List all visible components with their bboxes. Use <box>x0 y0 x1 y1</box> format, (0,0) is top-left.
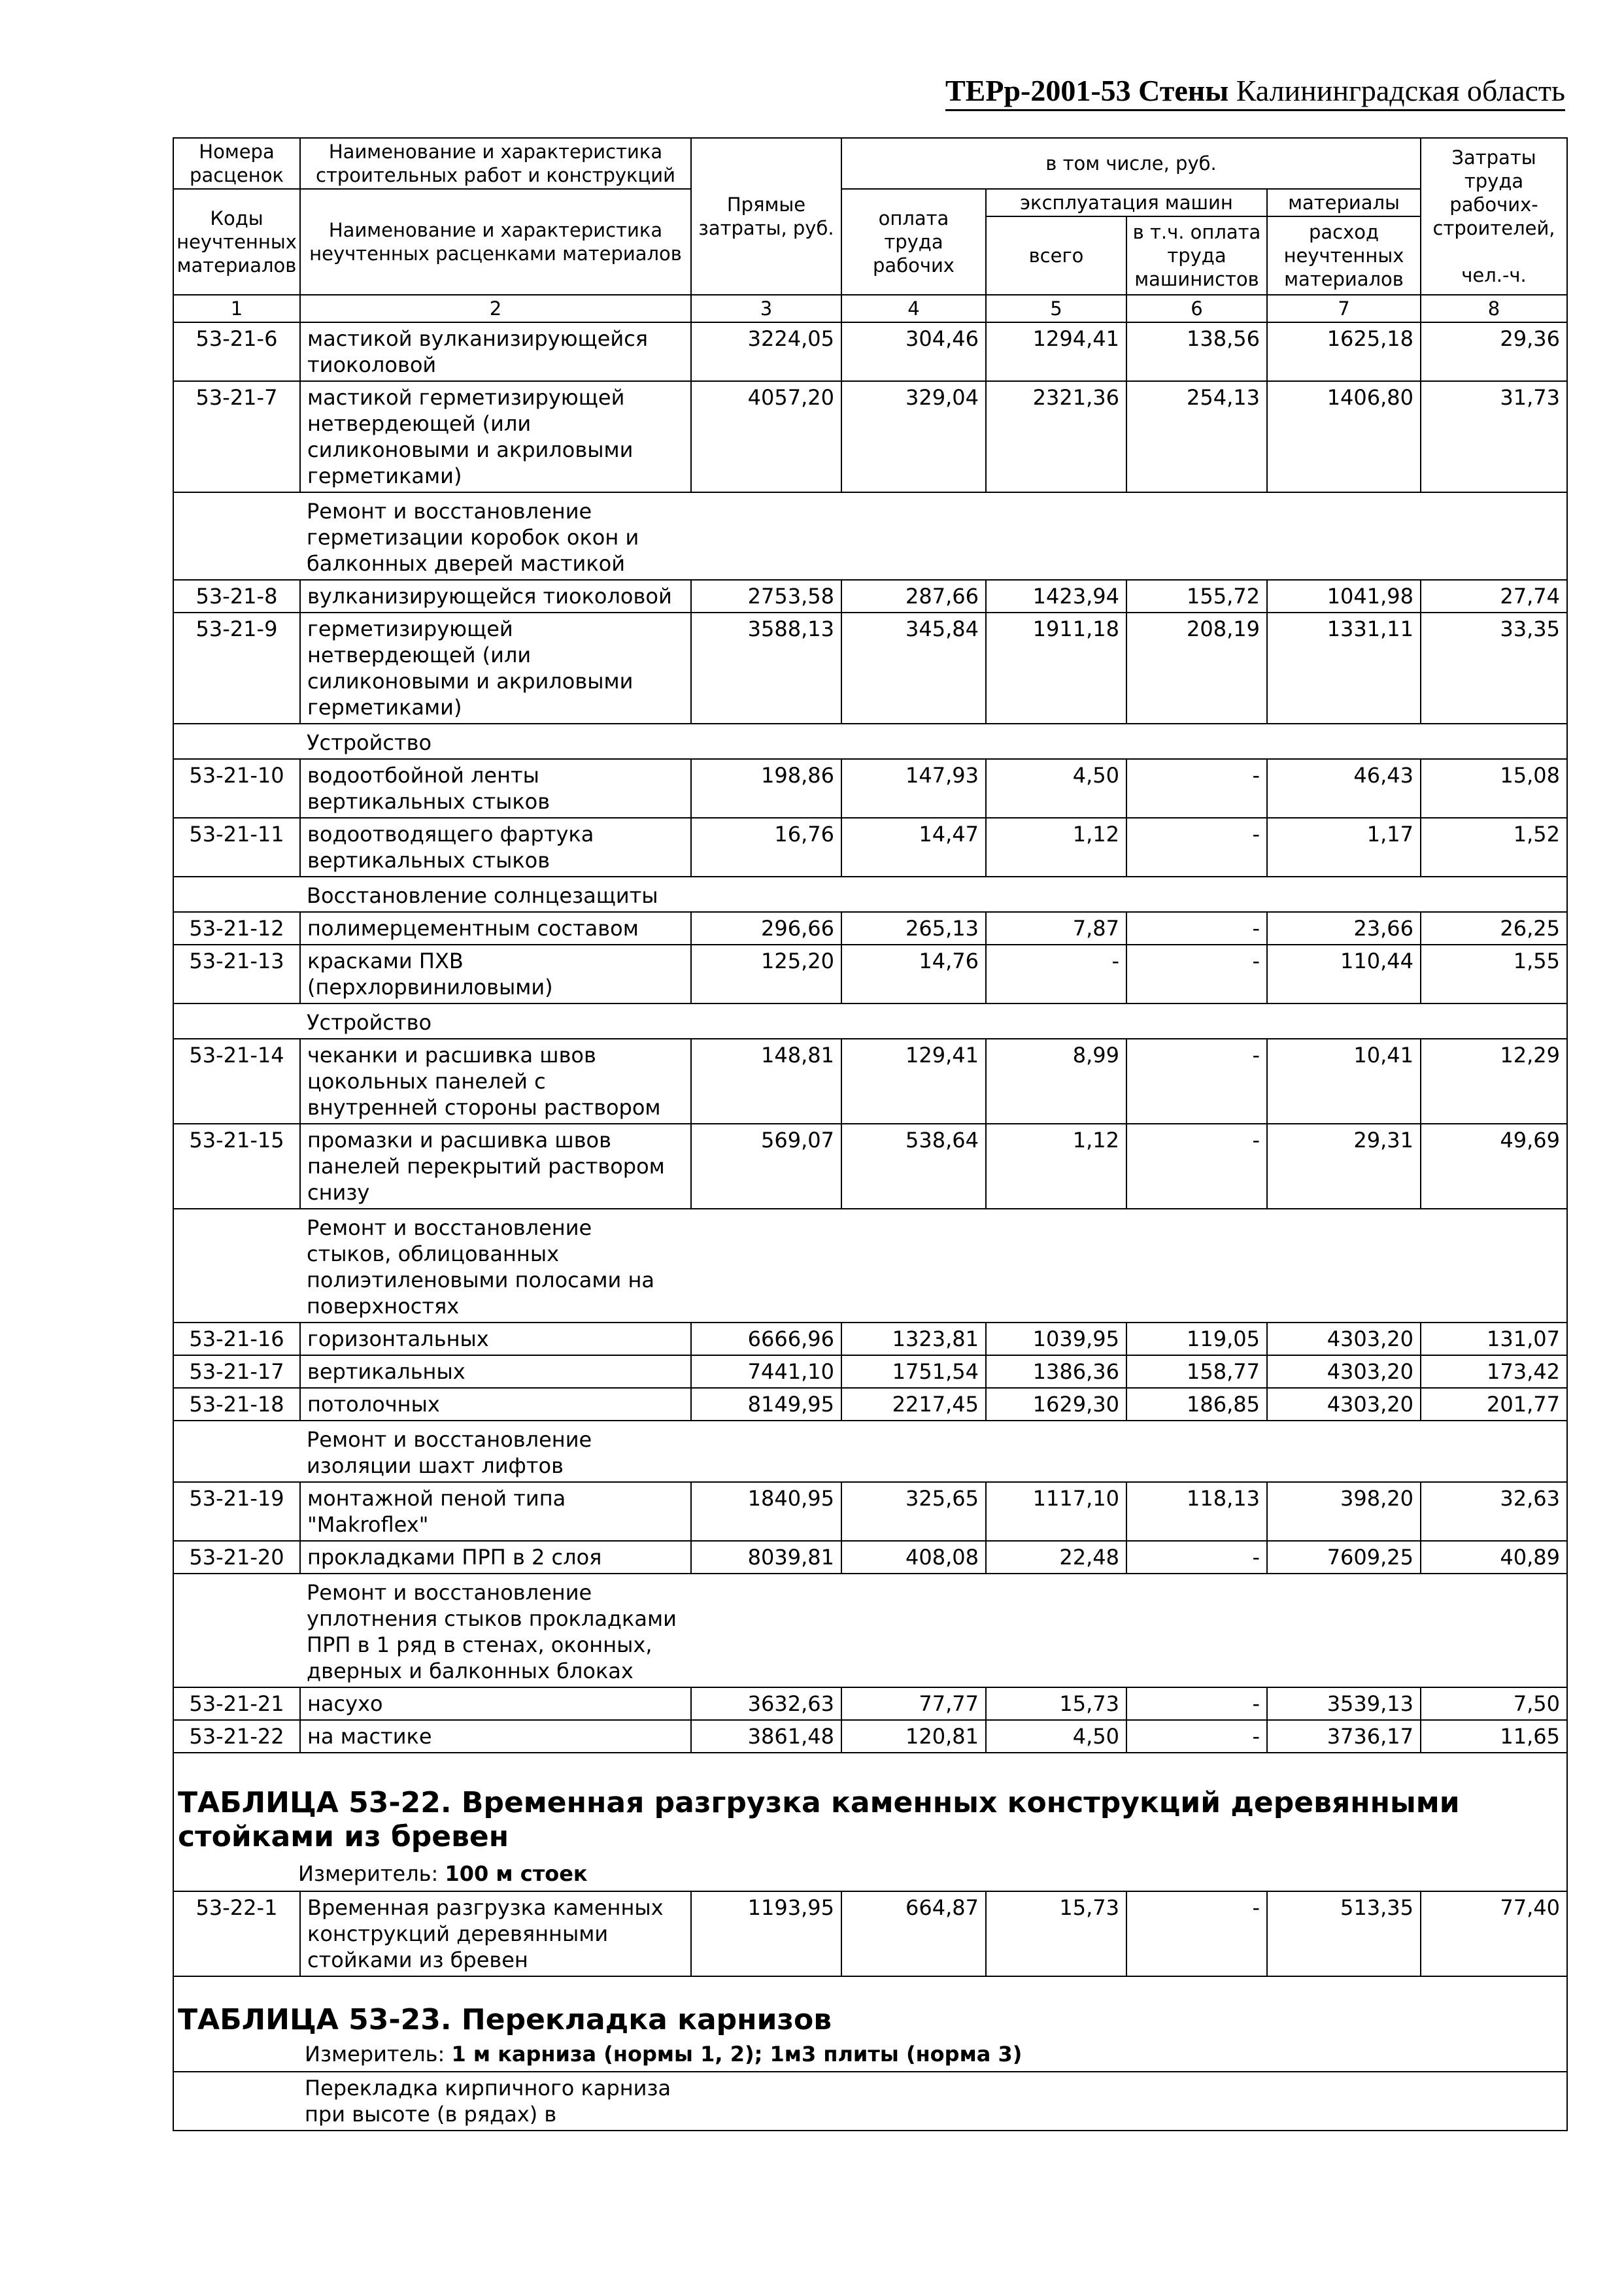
labor-hours: 27,74 <box>1421 580 1567 613</box>
section-row <box>173 1421 1567 1482</box>
rate-name: монтажной пеной типа "Makroflex" <box>300 1482 691 1541</box>
machines-total: - <box>986 945 1126 1004</box>
machinist-pay: - <box>1126 1687 1267 1720</box>
table-row <box>173 1891 1567 1976</box>
labor-hours: 40,89 <box>1421 1541 1567 1574</box>
labor-hours: 1,52 <box>1421 818 1567 877</box>
direct-costs: 3588,13 <box>691 613 841 724</box>
table-53-23-measure <box>173 2037 1567 2072</box>
rate-code: 53-22-1 <box>173 1891 300 1976</box>
machinist-pay: 118,13 <box>1126 1482 1267 1541</box>
worker-pay: 325,65 <box>841 1482 986 1541</box>
machinist-pay: 186,85 <box>1126 1388 1267 1421</box>
section-row <box>173 492 1567 580</box>
direct-costs: 148,81 <box>691 1039 841 1124</box>
materials: 1041,98 <box>1267 580 1421 613</box>
machinist-pay: - <box>1126 1124 1267 1209</box>
region-name: Калининградская область <box>1236 74 1565 107</box>
section-spacer <box>173 492 300 580</box>
measure-value: 100 м стоек <box>445 1861 588 1886</box>
table-row <box>173 818 1567 877</box>
worker-pay: 77,77 <box>841 1687 986 1720</box>
machinist-pay: - <box>1126 1541 1267 1574</box>
worker-pay: 1751,54 <box>841 1355 986 1388</box>
rate-code: 53-21-6 <box>173 322 300 381</box>
rate-name: вулканизирующейся тиоколовой <box>300 580 691 613</box>
section-heading: Устройство <box>300 1004 1567 1039</box>
labor-hours: 12,29 <box>1421 1039 1567 1124</box>
labor-hours: 33,35 <box>1421 613 1567 724</box>
labor-hours: 15,08 <box>1421 759 1567 818</box>
labor-hours: 49,69 <box>1421 1124 1567 1209</box>
worker-pay: 147,93 <box>841 759 986 818</box>
document-code: ТЕРр-2001-53 Стены <box>945 74 1229 107</box>
direct-costs: 198,86 <box>691 759 841 818</box>
labor-hours: 32,63 <box>1421 1482 1567 1541</box>
direct-costs: 3861,48 <box>691 1720 841 1753</box>
column-number: 4 <box>841 295 986 322</box>
rate-name: потолочных <box>300 1388 691 1421</box>
header-material-codes: Коды неучтенных материалов <box>173 189 300 295</box>
rate-code: 53-21-10 <box>173 759 300 818</box>
table-row <box>173 1687 1567 1720</box>
worker-pay: 408,08 <box>841 1541 986 1574</box>
direct-costs: 3224,05 <box>691 322 841 381</box>
worker-pay: 538,64 <box>841 1124 986 1209</box>
worker-pay: 304,46 <box>841 322 986 381</box>
column-numbers-row <box>173 295 1567 322</box>
worker-pay: 345,84 <box>841 613 986 724</box>
rate-name: горизонтальных <box>300 1323 691 1355</box>
section-heading: Перекладка кирпичного карниза при высоте (в рядах) в <box>173 2072 1567 2131</box>
direct-costs: 8149,95 <box>691 1388 841 1421</box>
section-row <box>173 724 1567 759</box>
rate-name: герметизирующей нетвердеющей (или силиконовыми и акриловыми герметиками) <box>300 613 691 724</box>
worker-pay: 265,13 <box>841 912 986 945</box>
table-53-22-measure <box>173 1854 1567 1891</box>
labor-hours: 31,73 <box>1421 381 1567 492</box>
machines-total: 4,50 <box>986 1720 1126 1753</box>
rate-code: 53-21-20 <box>173 1541 300 1574</box>
section-spacer <box>173 877 300 912</box>
header-machines-total: всего <box>986 216 1126 295</box>
table-row <box>173 322 1567 381</box>
direct-costs: 2753,58 <box>691 580 841 613</box>
machines-total: 8,99 <box>986 1039 1126 1124</box>
labor-hours: 77,40 <box>1421 1891 1567 1976</box>
table-row <box>173 1039 1567 1124</box>
labor-hours: 131,07 <box>1421 1323 1567 1355</box>
worker-pay: 120,81 <box>841 1720 986 1753</box>
direct-costs: 4057,20 <box>691 381 841 492</box>
section-row <box>173 1574 1567 1687</box>
column-number: 7 <box>1267 295 1421 322</box>
rate-code: 53-21-12 <box>173 912 300 945</box>
measure-label: Измеритель: <box>305 2042 445 2066</box>
machinist-pay: 119,05 <box>1126 1323 1267 1355</box>
rate-name: красками ПХВ (перхлорвиниловыми) <box>300 945 691 1004</box>
rate-name: мастикой вулканизирующейся тиоколовой <box>300 322 691 381</box>
rate-code: 53-21-7 <box>173 381 300 492</box>
labor-hours: 11,65 <box>1421 1720 1567 1753</box>
rate-name: насухо <box>300 1687 691 1720</box>
worker-pay: 664,87 <box>841 1891 986 1976</box>
section-heading: Ремонт и восстановление уплотнения стыков прокладками ПРП в 1 ряд в стенах, оконных, дверных и балконных блоках <box>300 1574 1567 1687</box>
rate-name: на мастике <box>300 1720 691 1753</box>
materials: 4303,20 <box>1267 1388 1421 1421</box>
column-number: 8 <box>1421 295 1567 322</box>
column-number: 5 <box>986 295 1126 322</box>
materials: 1,17 <box>1267 818 1421 877</box>
worker-pay: 2217,45 <box>841 1388 986 1421</box>
machines-total: 1039,95 <box>986 1323 1126 1355</box>
header-rate-numbers: Номера расценок <box>173 138 300 189</box>
machines-total: 15,73 <box>986 1891 1126 1976</box>
labor-hours: 29,36 <box>1421 322 1567 381</box>
table-row <box>173 580 1567 613</box>
section-spacer <box>173 724 300 759</box>
rate-code: 53-21-9 <box>173 613 300 724</box>
rate-name: полимерцементным составом <box>300 912 691 945</box>
section-row <box>173 1209 1567 1323</box>
machines-total: 1423,94 <box>986 580 1126 613</box>
labor-hours: 7,50 <box>1421 1687 1567 1720</box>
table-row <box>173 1720 1567 1753</box>
section-spacer <box>173 1209 300 1323</box>
table-row <box>173 613 1567 724</box>
section-heading: Ремонт и восстановление стыков, облицованных полиэтиленовыми полосами на поверхностях <box>300 1209 1567 1323</box>
table-row <box>173 912 1567 945</box>
rate-code: 53-21-11 <box>173 818 300 877</box>
measure-value: 1 м карниза (нормы 1, 2); 1м3 плиты (норма 3) <box>451 2042 1023 2066</box>
materials: 10,41 <box>1267 1039 1421 1124</box>
running-head <box>945 73 1565 111</box>
machines-total: 1294,41 <box>986 322 1126 381</box>
machines-total: 1386,36 <box>986 1355 1126 1388</box>
rate-name: промазки и расшивка швов панелей перекрытий раствором снизу <box>300 1124 691 1209</box>
column-number: 1 <box>173 295 300 322</box>
rates-table <box>173 137 1568 2131</box>
materials: 4303,20 <box>1267 1323 1421 1355</box>
direct-costs: 569,07 <box>691 1124 841 1209</box>
rate-code: 53-21-16 <box>173 1323 300 1355</box>
section-heading: Ремонт и восстановление изоляции шахт лифтов <box>300 1421 1567 1482</box>
header-machinist-pay: в т.ч. оплата труда машинистов <box>1126 216 1267 295</box>
machines-total: 1117,10 <box>986 1482 1126 1541</box>
direct-costs: 16,76 <box>691 818 841 877</box>
machines-total: 2321,36 <box>986 381 1126 492</box>
column-number: 3 <box>691 295 841 322</box>
section-spacer <box>173 1004 300 1039</box>
direct-costs: 1193,95 <box>691 1891 841 1976</box>
worker-pay: 129,41 <box>841 1039 986 1124</box>
materials: 110,44 <box>1267 945 1421 1004</box>
labor-hours: 173,42 <box>1421 1355 1567 1388</box>
header-materials-consumption: расход неучтенных материалов <box>1267 216 1421 295</box>
worker-pay: 1323,81 <box>841 1323 986 1355</box>
materials: 3736,17 <box>1267 1720 1421 1753</box>
worker-pay: 287,66 <box>841 580 986 613</box>
machines-total: 7,87 <box>986 912 1126 945</box>
table-row <box>173 1323 1567 1355</box>
table-row <box>173 381 1567 492</box>
machinist-pay: 138,56 <box>1126 322 1267 381</box>
machines-total: 1,12 <box>986 818 1126 877</box>
rate-code: 53-21-22 <box>173 1720 300 1753</box>
direct-costs: 6666,96 <box>691 1323 841 1355</box>
rate-name: водоотводящего фартука вертикальных стыков <box>300 818 691 877</box>
machines-total: 22,48 <box>986 1541 1126 1574</box>
labor-hours: 1,55 <box>1421 945 1567 1004</box>
machines-total: 1,12 <box>986 1124 1126 1209</box>
machinist-pay: - <box>1126 945 1267 1004</box>
rate-name: вертикальных <box>300 1355 691 1388</box>
machines-total: 15,73 <box>986 1687 1126 1720</box>
materials: 4303,20 <box>1267 1355 1421 1388</box>
header-labor-cost: Затраты труда рабочих- строителей, чел.-ч. <box>1421 138 1567 295</box>
labor-hours: 201,77 <box>1421 1388 1567 1421</box>
machinist-pay: 208,19 <box>1126 613 1267 724</box>
column-number: 6 <box>1126 295 1267 322</box>
header-materials: материалы <box>1267 189 1421 216</box>
rate-code: 53-21-17 <box>173 1355 300 1388</box>
rate-code: 53-21-19 <box>173 1482 300 1541</box>
column-number: 2 <box>300 295 691 322</box>
section-heading: Ремонт и восстановление герметизации коробок окон и балконных дверей мастикой <box>300 492 1567 580</box>
machinist-pay: 254,13 <box>1126 381 1267 492</box>
table-row <box>173 759 1567 818</box>
rate-code: 53-21-18 <box>173 1388 300 1421</box>
machinist-pay: 155,72 <box>1126 580 1267 613</box>
materials: 513,35 <box>1267 1891 1421 1976</box>
machinist-pay: 158,77 <box>1126 1355 1267 1388</box>
header-machines: эксплуатация машин <box>986 189 1267 216</box>
section-spacer <box>173 1574 300 1687</box>
direct-costs: 125,20 <box>691 945 841 1004</box>
rate-name: чеканки и расшивка швов цокольных панелей с внутренней стороны раствором <box>300 1039 691 1124</box>
materials: 3539,13 <box>1267 1687 1421 1720</box>
direct-costs: 1840,95 <box>691 1482 841 1541</box>
materials: 1625,18 <box>1267 322 1421 381</box>
table-row <box>173 1355 1567 1388</box>
table-row <box>173 1482 1567 1541</box>
rate-name: водоотбойной ленты вертикальных стыков <box>300 759 691 818</box>
rate-code: 53-21-14 <box>173 1039 300 1124</box>
section-heading: Устройство <box>300 724 1567 759</box>
materials: 398,20 <box>1267 1482 1421 1541</box>
table-row <box>173 1388 1567 1421</box>
direct-costs: 7441,10 <box>691 1355 841 1388</box>
machinist-pay: - <box>1126 1720 1267 1753</box>
machines-total: 4,50 <box>986 759 1126 818</box>
section-spacer <box>173 1421 300 1482</box>
rate-name: мастикой герметизирующей нетвердеющей (или силиконовыми и акриловыми герметиками) <box>300 381 691 492</box>
materials: 46,43 <box>1267 759 1421 818</box>
table-53-22-title: ТАБЛИЦА 53-22. Временная разгрузка каменных конструкций деревянными стойками из бревен <box>173 1753 1567 1854</box>
rate-name: прокладками ПРП в 2 слоя <box>300 1541 691 1574</box>
header-including: в том числе, руб. <box>841 138 1421 189</box>
rate-code: 53-21-13 <box>173 945 300 1004</box>
measure-label: Измеритель: <box>298 1861 439 1886</box>
materials: 1406,80 <box>1267 381 1421 492</box>
machinist-pay: - <box>1126 759 1267 818</box>
machines-total: 1629,30 <box>986 1388 1126 1421</box>
materials: 7609,25 <box>1267 1541 1421 1574</box>
materials: 23,66 <box>1267 912 1421 945</box>
labor-hours: 26,25 <box>1421 912 1567 945</box>
table-row <box>173 945 1567 1004</box>
section-row <box>173 877 1567 912</box>
worker-pay: 14,47 <box>841 818 986 877</box>
materials: 1331,11 <box>1267 613 1421 724</box>
rate-name: Временная разгрузка каменных конструкций деревянными стойками из бревен <box>300 1891 691 1976</box>
section-heading: Восстановление солнцезащиты <box>300 877 1567 912</box>
table-53-23-title: ТАБЛИЦА 53-23. Перекладка карнизов <box>173 1976 1567 2037</box>
machinist-pay: - <box>1126 1039 1267 1124</box>
header-worker-pay: оплата труда рабочих <box>841 189 986 295</box>
section-row <box>173 1004 1567 1039</box>
direct-costs: 3632,63 <box>691 1687 841 1720</box>
header-work-name: Наименование и характеристика строительных работ и конструкций <box>300 138 691 189</box>
worker-pay: 14,76 <box>841 945 986 1004</box>
rate-code: 53-21-8 <box>173 580 300 613</box>
table-row <box>173 1541 1567 1574</box>
worker-pay: 329,04 <box>841 381 986 492</box>
machines-total: 1911,18 <box>986 613 1126 724</box>
table-row <box>173 1124 1567 1209</box>
machinist-pay: - <box>1126 1891 1267 1976</box>
materials: 29,31 <box>1267 1124 1421 1209</box>
rate-code: 53-21-15 <box>173 1124 300 1209</box>
direct-costs: 296,66 <box>691 912 841 945</box>
header-material-name: Наименование и характеристика неучтенных расценками материалов <box>300 189 691 295</box>
machinist-pay: - <box>1126 912 1267 945</box>
machinist-pay: - <box>1126 818 1267 877</box>
direct-costs: 8039,81 <box>691 1541 841 1574</box>
header-direct-costs: Прямые затраты, руб. <box>691 138 841 295</box>
rate-code: 53-21-21 <box>173 1687 300 1720</box>
